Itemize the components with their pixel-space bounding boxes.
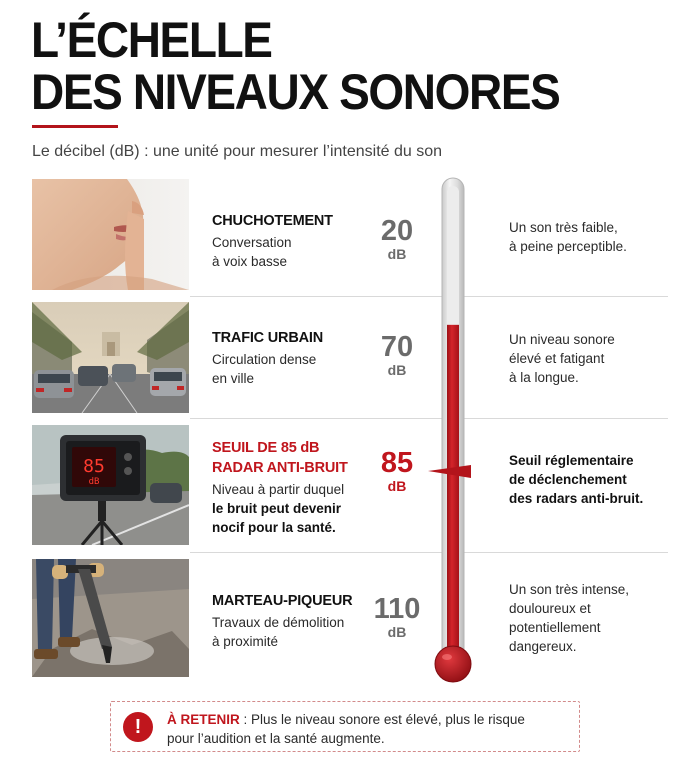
level-detail: à voix basse	[212, 254, 288, 269]
level-detail: Circulation dense	[212, 352, 317, 367]
desc-line: douloureux et	[509, 601, 591, 616]
radar-display-unit: dB	[88, 477, 100, 487]
level-label	[212, 329, 323, 388]
desc-line: à peine perceptible.	[509, 239, 627, 254]
desc-line: Un son très faible,	[509, 220, 618, 235]
db-reading	[362, 216, 432, 262]
row-separator	[190, 296, 668, 297]
level-description	[509, 580, 629, 656]
db-unit: dB	[387, 362, 407, 378]
level-detail: le bruit peut devenir	[212, 501, 342, 516]
retain-line: pour l’audition et la santé augmente.	[167, 731, 385, 746]
desc-line: à la longue.	[509, 370, 579, 385]
level-title: RADAR ANTI-BRUIT	[212, 460, 348, 476]
level-row-radar	[32, 424, 668, 546]
title-line-2: DES NIVEAUX SONORES	[31, 64, 560, 120]
level-detail: en ville	[212, 371, 255, 386]
level-label	[212, 592, 352, 651]
level-detail: Travaux de démolition	[212, 615, 345, 630]
desc-line: dangereux.	[509, 639, 577, 654]
whisper-photo	[32, 179, 189, 290]
retain-callout	[110, 701, 580, 752]
retain-text	[167, 710, 567, 748]
level-detail: Conversation	[212, 235, 292, 250]
db-unit: dB	[387, 624, 407, 640]
db-reading	[362, 448, 432, 494]
title-line-1: L’ÉCHELLE	[31, 12, 272, 68]
title-underline	[32, 125, 118, 128]
level-title: SEUIL DE 85 dB	[212, 440, 320, 456]
retain-line: : Plus le niveau sonore est élevé, plus le risque	[239, 712, 525, 727]
level-row-whisper	[32, 178, 668, 290]
radar-display-value: 85	[83, 456, 105, 477]
level-description	[509, 330, 615, 387]
jackhammer-photo	[32, 559, 189, 677]
desc-line: des radars anti-bruit.	[509, 491, 644, 506]
level-detail: à proximité	[212, 634, 279, 649]
retain-lead: À RETENIR	[167, 712, 240, 727]
db-value: 85	[380, 447, 414, 479]
level-row-jackhammer	[32, 558, 668, 680]
page-title	[31, 14, 620, 118]
desc-line: de déclenchement	[509, 472, 627, 487]
desc-line: élevé et fatigant	[509, 351, 605, 366]
db-value: 110	[373, 593, 421, 625]
level-row-traffic	[32, 302, 668, 414]
db-value: 20	[380, 215, 414, 247]
level-detail: Niveau à partir duquel	[212, 482, 345, 497]
subtitle: Le décibel (dB) : une unité pour mesurer l’intensité du son	[32, 143, 443, 160]
db-reading	[362, 594, 432, 640]
level-title: TRAFIC URBAIN	[212, 330, 323, 346]
level-title: CHUCHOTEMENT	[212, 213, 333, 229]
desc-line: Un niveau sonore	[509, 332, 615, 347]
db-reading	[362, 332, 432, 378]
desc-line: Un son très intense,	[509, 582, 630, 597]
exclamation-icon: !	[123, 712, 153, 742]
level-label	[212, 212, 333, 271]
db-unit: dB	[387, 246, 407, 262]
row-separator	[190, 552, 668, 553]
row-separator	[190, 418, 668, 419]
desc-line: Seuil réglementaire	[509, 453, 634, 468]
level-detail: nocif pour la santé.	[212, 520, 336, 535]
db-value: 70	[380, 331, 414, 363]
level-description	[509, 218, 627, 256]
traffic-photo	[32, 302, 189, 413]
level-label	[212, 438, 348, 537]
noise-radar-photo	[32, 425, 189, 545]
level-description	[509, 451, 643, 508]
db-unit: dB	[387, 478, 407, 494]
level-title: MARTEAU-PIQUEUR	[212, 593, 353, 609]
desc-line: potentiellement	[509, 620, 601, 635]
